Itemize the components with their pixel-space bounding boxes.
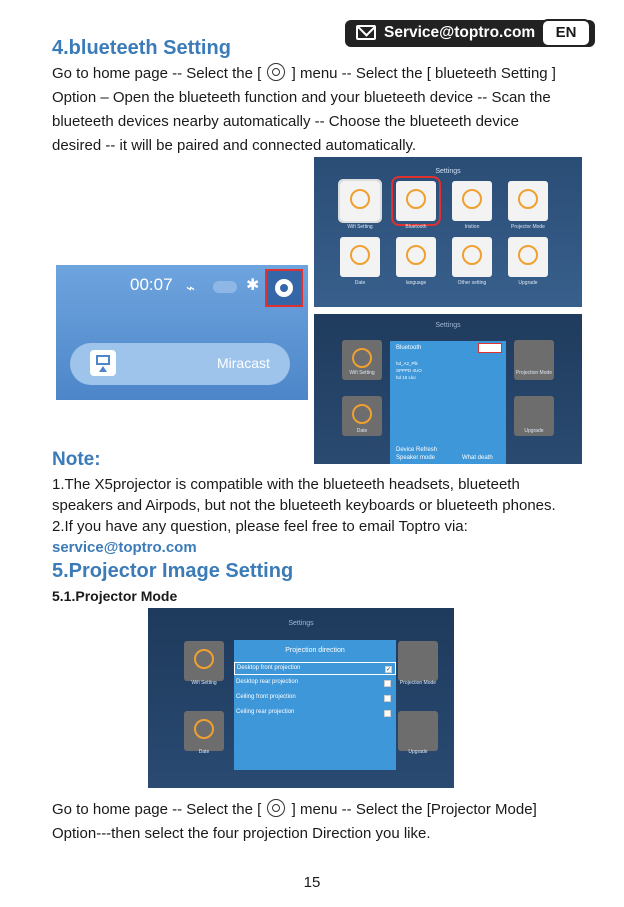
tile-label: Bluetooth bbox=[405, 224, 427, 230]
wifi-setting-icon bbox=[350, 189, 370, 209]
tile-label: Date bbox=[198, 749, 210, 755]
projection-option[interactable] bbox=[234, 707, 396, 720]
tile-iristion[interactable] bbox=[452, 181, 492, 221]
settings-title: Settings bbox=[435, 168, 461, 175]
tile-upgrade[interactable] bbox=[508, 237, 548, 277]
instr-text: Go to home page -- Select the [ bbox=[52, 65, 262, 82]
instr-text: Option---then select the four projection Direction you like. bbox=[52, 825, 431, 842]
dialog-title: Bluetooth bbox=[396, 345, 422, 351]
tile-date[interactable] bbox=[184, 711, 224, 751]
tile-label: Projection Mode bbox=[399, 680, 437, 686]
tile-projection-mode[interactable] bbox=[398, 641, 438, 681]
tile-label: Wifi Setting bbox=[347, 224, 373, 230]
tile-label: language bbox=[405, 280, 427, 286]
device-refresh-button[interactable]: Device Refresh bbox=[396, 447, 438, 453]
tile-projector-mode[interactable] bbox=[508, 181, 548, 221]
note-line: 2.If you have any question, please feel free to email Toptro via: bbox=[52, 518, 468, 535]
gear-icon bbox=[275, 279, 293, 297]
tile-wifi-setting[interactable] bbox=[184, 641, 224, 681]
tile-label: Other setting bbox=[457, 280, 487, 286]
upgrade-icon bbox=[518, 245, 538, 265]
settings-title: Settings bbox=[435, 322, 461, 329]
other-setting-icon bbox=[462, 245, 482, 265]
projection-option-label: Ceiling front projection bbox=[236, 694, 296, 700]
bluetooth-device-item[interactable]: SPPPD 4UO bbox=[396, 368, 422, 373]
home-screen-screenshot bbox=[56, 265, 308, 400]
projection-direction-dialog bbox=[234, 640, 396, 770]
option-checkbox[interactable] bbox=[384, 710, 391, 717]
instr-text: Go to home page -- Select the [ bbox=[52, 801, 262, 818]
miracast-button[interactable] bbox=[70, 343, 290, 385]
note-line: speakers and Airpods, but not the blueteeth keyboards or blueteeth phones. bbox=[52, 497, 556, 514]
dialog-title: Projection direction bbox=[285, 647, 345, 654]
speaker-mode-value: What death bbox=[462, 455, 493, 461]
bluetooth-screenshot bbox=[314, 314, 582, 464]
miracast-label: Miracast bbox=[217, 355, 270, 371]
bluetooth-device-item[interactable]: hd 15 Lko bbox=[396, 375, 416, 380]
clock-time: 00:07 bbox=[130, 275, 173, 294]
instructions-bluetooth bbox=[52, 62, 592, 158]
gear-icon bbox=[267, 63, 285, 81]
tile-label: Date bbox=[354, 280, 366, 286]
projection-option[interactable] bbox=[234, 692, 396, 705]
bluetooth-dialog bbox=[390, 341, 506, 464]
envelope-icon bbox=[356, 25, 376, 40]
wifi-off-icon: ⌁ bbox=[186, 280, 196, 297]
support-email-link[interactable]: service@toptro.com bbox=[52, 539, 197, 556]
instr-text: desired -- it will be paired and connected automatically. bbox=[52, 137, 417, 154]
tile-language[interactable] bbox=[396, 237, 436, 277]
option-checkbox[interactable]: ✓ bbox=[386, 667, 392, 673]
language-badge: EN bbox=[541, 19, 591, 47]
tile-label: Upgrade bbox=[518, 280, 538, 286]
bluetooth-device-item[interactable]: hd_A2_Plk bbox=[396, 361, 418, 366]
option-checkbox[interactable] bbox=[384, 680, 391, 687]
instructions-projector bbox=[52, 798, 597, 846]
tile-label: Date bbox=[356, 428, 368, 434]
note-title: Note: bbox=[52, 449, 101, 470]
gear-icon bbox=[267, 799, 285, 817]
tile-label: Upgrade bbox=[408, 749, 428, 755]
language-icon bbox=[406, 245, 426, 265]
speaker-mode-label[interactable]: Speaker mode bbox=[396, 455, 436, 461]
tile-label: Projection Mode bbox=[515, 370, 553, 376]
iristion-icon bbox=[462, 189, 482, 209]
settings-gear-button[interactable] bbox=[265, 269, 303, 307]
bluetooth-icon bbox=[406, 189, 426, 209]
tile-bluetooth[interactable] bbox=[396, 181, 436, 221]
settings-screenshot bbox=[314, 157, 582, 307]
tile-date[interactable] bbox=[340, 237, 380, 277]
date-icon bbox=[350, 245, 370, 265]
tile-upgrade[interactable] bbox=[398, 711, 438, 751]
miracast-icon bbox=[90, 350, 116, 376]
projection-option[interactable] bbox=[234, 677, 396, 690]
tile-label: Iristion bbox=[464, 224, 480, 230]
projection-option-label: Desktop front projection bbox=[237, 665, 301, 671]
tile-label: Wifi Setting bbox=[349, 370, 375, 376]
section-title-projector: 5.Projector Image Setting bbox=[52, 560, 294, 582]
subsection-title: 5.1.Projector Mode bbox=[52, 588, 178, 604]
projection-option-label: Desktop rear projection bbox=[236, 679, 299, 685]
projector-mode-screenshot bbox=[148, 608, 454, 788]
tile-label: Upgrade bbox=[524, 428, 544, 434]
service-email[interactable]: Service@toptro.com bbox=[384, 24, 536, 41]
tile-label: Projector Mode bbox=[511, 224, 545, 230]
bluetooth-toggle[interactable] bbox=[478, 343, 502, 353]
tile-label: Wifi Setting bbox=[191, 680, 217, 686]
page-number: 15 bbox=[303, 874, 321, 891]
instr-text: ] menu -- Select the [ blueteeth Setting ] bbox=[291, 65, 556, 82]
projection-option-label: Ceiling rear projection bbox=[236, 709, 295, 715]
instr-text: Option – Open the blueteeth function and your blueteeth device -- Scan the bbox=[52, 89, 551, 106]
toggle-icon bbox=[213, 281, 237, 293]
note-line: 1.The X5projector is compatible with the blueteeth headsets, blueteeth bbox=[52, 476, 520, 493]
section-title-bluetooth: 4.blueteeth Setting bbox=[52, 37, 231, 59]
note-body bbox=[52, 474, 597, 558]
instr-text: blueteeth devices nearby automatically -- Choose the blueteeth device bbox=[52, 113, 519, 130]
tile-other-setting[interactable] bbox=[452, 237, 492, 277]
tile-wifi-setting[interactable] bbox=[340, 181, 380, 221]
projection-option[interactable] bbox=[234, 662, 396, 675]
instr-text: ] menu -- Select the [Projector Mode] bbox=[291, 801, 537, 818]
settings-title: Settings bbox=[288, 620, 314, 627]
projector-mode-icon bbox=[518, 189, 538, 209]
bluetooth-icon: ✱ bbox=[246, 277, 260, 294]
option-checkbox[interactable] bbox=[384, 695, 391, 702]
